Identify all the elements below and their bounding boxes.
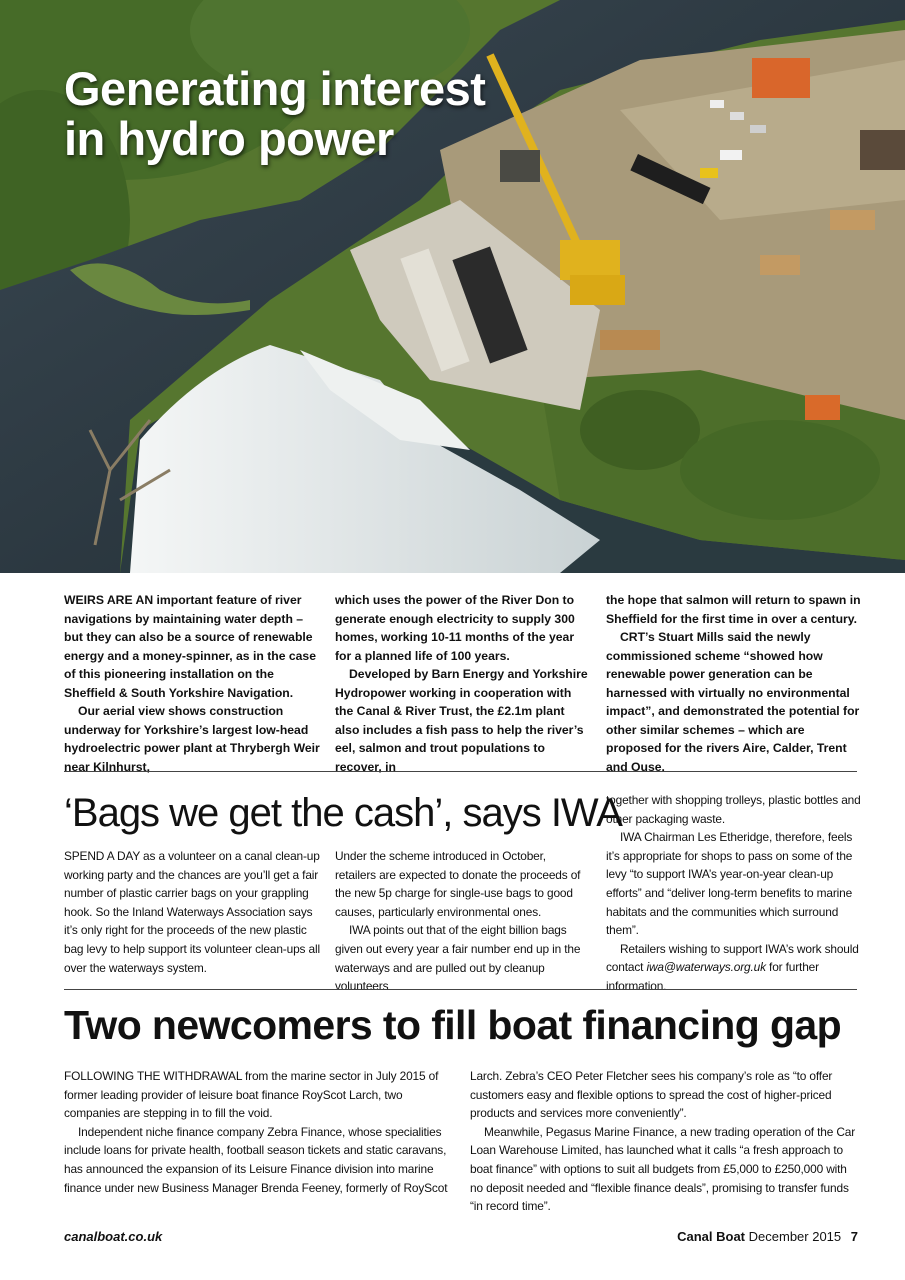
finance-paragraph: FOLLOWING THE WITHDRAWAL from the marine sector in July 2015 of former leading provider of leisure boat finance RoyScot Larch, two companies are stepping in to fill the void. xyxy=(64,1069,439,1121)
hydro-paragraph: the hope that salmon will return to spawn in Sheffield for the first time in over a century. xyxy=(606,593,861,626)
footer-page-number: 7 xyxy=(850,1229,858,1244)
bags-paragraph: IWA Chairman Les Etheridge, therefore, feels it’s appropriate for shops to pass on some of the levy “to support IWA’s year-on-year clean-up efforts” and “deliver long-term benefits to marine habitats and the communities which surround them”. xyxy=(606,830,853,938)
hero-headline-line1: Generating interest xyxy=(64,62,486,115)
hero-headline xyxy=(64,64,485,164)
hydro-column-3 xyxy=(606,591,861,776)
hydro-column-2 xyxy=(335,591,590,776)
bags-contact-text: for further information. xyxy=(606,960,819,993)
finance-column-2 xyxy=(470,1067,862,1216)
hydro-paragraph: Our aerial view shows construction underway for Yorkshire’s largest low-head hydroelectric power plant at Thrybergh Weir near Kilnhurst, xyxy=(64,704,320,774)
hero-photo xyxy=(0,0,905,573)
hydro-paragraph: WEIRS ARE AN important feature of river navigations by maintaining water depth – but they can also be a source of renewable energy and a money-spinner, as in the case of this pioneering installation on the Sheffield & South Yorkshire Navigation. xyxy=(64,593,316,700)
bags-paragraph: SPEND A DAY as a volunteer on a canal clean-up working party and the chances are you’ll get a fair number of plastic carrier bags on your grappling hook. So the Inland Waterways Association says it’s only right for the proceeds of the new plastic bag levy to help support its volunteer clean-ups all over the waterways system. xyxy=(64,849,320,975)
section-divider xyxy=(64,771,857,772)
hydro-paragraph: Developed by Barn Energy and Yorkshire Hydropower working in cooperation with the Canal & River Trust, the £2.1m plant also includes a fish pass to help the river’s eel, salmon and trout populations to recover, in xyxy=(335,667,588,774)
bags-headline: ‘Bags we get the cash’, says IWA xyxy=(64,791,622,835)
finance-column-1 xyxy=(64,1067,459,1197)
bags-contact-text: Retailers wishing to support IWA’s work should contact xyxy=(606,941,859,975)
finance-paragraph: Meanwhile, Pegasus Marine Finance, a new trading operation of the Car Loan Warehouse Limited, has launched what it calls “a fresh approach to boat finance” with options to suit all budgets from £5,000 to £250,000 with no deposit needed and “flexible finance deals”, promising to transfer funds “in record time”. xyxy=(470,1124,856,1214)
hero-headline-line2: in hydro power xyxy=(64,112,394,165)
hydro-column-1 xyxy=(64,591,324,776)
bags-paragraph: Under the scheme introduced in October, retailers are expected to donate the proceeds of the new 5p charge for single-use bags to good causes, particularly environmental ones. xyxy=(335,849,581,919)
finance-paragraph: Larch. Zebra’s CEO Peter Fletcher sees his company’s role as “to offer customers easy and flexible options to spread the cost of higher-priced products and services more conveniently”. xyxy=(470,1069,833,1121)
bags-column-1 xyxy=(64,847,326,977)
hydro-paragraph: CRT’s Stuart Mills said the newly commissioned scheme “showed how renewable power generation can be harnessed with virtually no environmental impact”, and demonstrated the potential for other similar schemes – which are proposed for the rivers Aire, Calder, Trent and Ouse. xyxy=(606,630,860,774)
bags-column-3 xyxy=(606,791,864,996)
bags-paragraph: together with shopping trolleys, plastic bottles and other packaging waste. xyxy=(606,793,861,826)
footer-folio xyxy=(677,1229,858,1244)
footer-issue: December 2015 xyxy=(748,1229,842,1244)
section-divider xyxy=(64,989,857,990)
bags-contact-paragraph xyxy=(606,940,864,996)
bags-paragraph: IWA points out that of the eight billion bags given out every year a fair number end up in the waterways and are pulled out by cleanup volunteers xyxy=(335,923,581,994)
bags-column-2 xyxy=(335,847,590,996)
footer-magazine-name: Canal Boat xyxy=(677,1229,746,1244)
footer-website[interactable]: canalboat.co.uk xyxy=(64,1229,163,1244)
finance-paragraph: Independent niche finance company Zebra Finance, whose specialities include loans for private health, football season tickets and static caravans, has announced the expansion of its Leisure Finance division into marine finance under new Business Manager Brenda Feeney, formerly of RoyScot xyxy=(64,1124,448,1195)
hydro-paragraph: which uses the power of the River Don to generate enough electricity to supply 300 homes, working 10-11 months of the year for a planned life of 100 years. xyxy=(335,593,575,663)
iwa-email-link[interactable]: iwa@waterways.org.uk xyxy=(646,960,766,975)
finance-headline: Two newcomers to fill boat financing gap xyxy=(64,1002,842,1048)
